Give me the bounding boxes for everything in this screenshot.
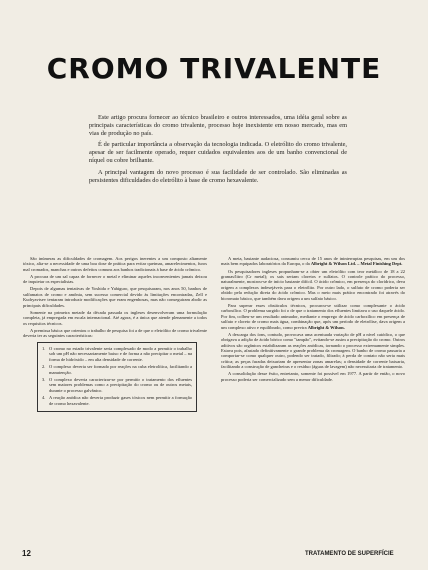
requirement-number: 2. xyxy=(42,364,46,370)
body-paragraph: Depois de algumas tentativas de Yoshida e Yahiguro, que pesquisaram, nos anos 50, banhos de sulfamatos de cromo e amônia, sem sucesso comercial devido às limitações encontradas, Zell e Kudryavtsev tentaram introduzir modificações que eram engenhosas, mas não conseguiram abolir as principais dificuldades. xyxy=(23,286,207,308)
body-paragraph: A procura de um sal capaz de fornecer o metal e eliminar aqueles inconvenientes jamais deixou de inquietar os especialistas. xyxy=(23,273,207,285)
requirement-item xyxy=(42,346,192,362)
requirement-text: O complexo deveria ser formado por reações na cuba eletrolítica, facilitando a manutenção. xyxy=(49,364,192,375)
requirement-item xyxy=(42,364,192,375)
requirement-item xyxy=(42,395,192,406)
body-paragraph: A meta, bastante audaciosa, consumiu cerca de 15 anos de ininterruptas pesquisas, em um dos mais bem equipados laboratórios da Europa, o da Albright & Wilson Ltd. – Metal Finishing Dept. xyxy=(221,256,405,267)
body-paragraph: Somente na primeira metade da década passada os ingleses desenvolveram uma formulação completa, já empregada em escala internacional. Até agora, é a única que atende plenamente a todos os requisitos técnicos. xyxy=(23,309,207,326)
requirements-box xyxy=(37,342,197,413)
body-paragraph: A premissa básica que orientou o trabalho de pesquisa foi a de que o eletrólito de cromo trivalente deveria ter as seguintes características: xyxy=(23,327,207,339)
body-paragraph: Para superar esses obstáculos técnicos, procurou-se utilizar como complexante o ácido carboxílico. O problema surgido foi o de que o tratamento dos efluentes limitava o uso daquele ácido. Por fim, colheu-se um resultado animador, mediante o emprego de ácido carboxílico em presença de sulfato e cloreto de cromo mais água, combinação que, após um período de eletrólise, dava origem a um complexo ativo e equilibrado, como previra Albright & Wilson. xyxy=(221,302,405,330)
body-paragraph: São inúmeras as dificuldades de cromagem. Aos perigos inerentes a um composto altamente tóxico, alia-se a necessidade de uma boa dose de prática para evitar queimas, amarelecimentos, furos mal cromados, manchas e outros defeitos comuns aos banhos tradicionais à base de ácido crômico. xyxy=(23,256,207,272)
intro-paragraph: A principal vantagem do novo processo é sua facilidade de ser controlado. São eliminadas as persistentes dificuldades do eletrólito à base de cromo hexavalente. xyxy=(89,168,347,184)
requirement-number: 3. xyxy=(42,376,46,382)
intro-paragraph: É de particular importância a observação da tecnologia indicada. O eletrólito do cromo trivalente, apesar de ser facilmente operado, requer cuidados equivalentes aos de um banho convencional de níquel ou cobre brilhante. xyxy=(89,141,347,165)
body-paragraph: A consolidação desse êxito, entretanto, somente foi possível em 1977. A partir de então, o novo processo poderia ser comercializado sem a menor dificuldade. xyxy=(221,371,405,382)
article-title: CROMO TRIVALENTE xyxy=(46,52,382,85)
page-number: 12 xyxy=(22,549,31,558)
intro-paragraph: Este artigo procura fornecer ao técnico brasileiro e outros interessados, uma idéia geral sobre as principais características do cromo trivalente, processo hoje inexistente em nosso mercado, mas em vias de produção no país. xyxy=(89,114,347,138)
body-paragraph: Os pesquisadores ingleses propunham-se a obter um eletrólito com teor metálico de 18 a 22 gramas/litro (Cr metal); os sais seriam cloretos e sulfatos. O controle prático do processo, naturalmente, mostrou-se de início bastante difícil. O ácido crômico, em presença do clorídrico, deva origem a complexos indesejáveis para o eletrólito. Por outro lado, o sulfato de cromo poderia ser obtido pela redução direta do ácido crômico. Mas o meio mais prático encontrado foi através do bicromato básico, que também dava origem a um sulfato básico. xyxy=(221,268,405,301)
body-paragraph: A descarga dos íons, contudo, provocava uma acentuada variação de pH a nível catódico, o que obrigava a adição de ácido bórico como "tampão", evitando-se assim a precipitação do cromo. Outros aditivos são orgânicos estabilizaram as reações anódicas, tornando o processo extremamente simples. Estava pois, afastado definitivamente o grande problema da cromagem. O banho de cromo passaria a comportar-se como qualquer outro, podendo ser tratado, filtrado; à perda de contato não seria mais crítica; as peças furadas deixariam de apresentar zonas amarelas; a densidade de corrente baixaria, facilitando a construção de gancheiras e o resíduo (águas de lavagem) não necessitaria de tratamento. xyxy=(221,331,405,370)
requirement-item xyxy=(42,377,192,393)
requirement-text: O complexo deveria caracterizar-se por permitir o tratamento dos efluentes sem maiores problemas como a precipitação do cromo ou de outros metais, durante o processo galvânico. xyxy=(49,376,192,393)
requirement-text: O cromo no estado trivalente seria complexado de modo a permitir o trabalho sob um pH não necessariamente baixo e de forma a não precipitar o metal – na forma de hidróxido – em alta densidade de corrente. xyxy=(49,345,192,362)
intro-block xyxy=(89,114,347,188)
requirement-number: 1. xyxy=(42,345,46,351)
right-column xyxy=(221,256,405,384)
publication-name: TRATAMENTO DE SUPERFÍCIE xyxy=(305,551,394,557)
left-column xyxy=(23,256,207,412)
requirement-text: A reação anódica não deveria produzir gases tóxicos nem permitir a formação de cromo hexavalente. xyxy=(49,395,192,406)
requirement-number: 4. xyxy=(42,395,46,401)
